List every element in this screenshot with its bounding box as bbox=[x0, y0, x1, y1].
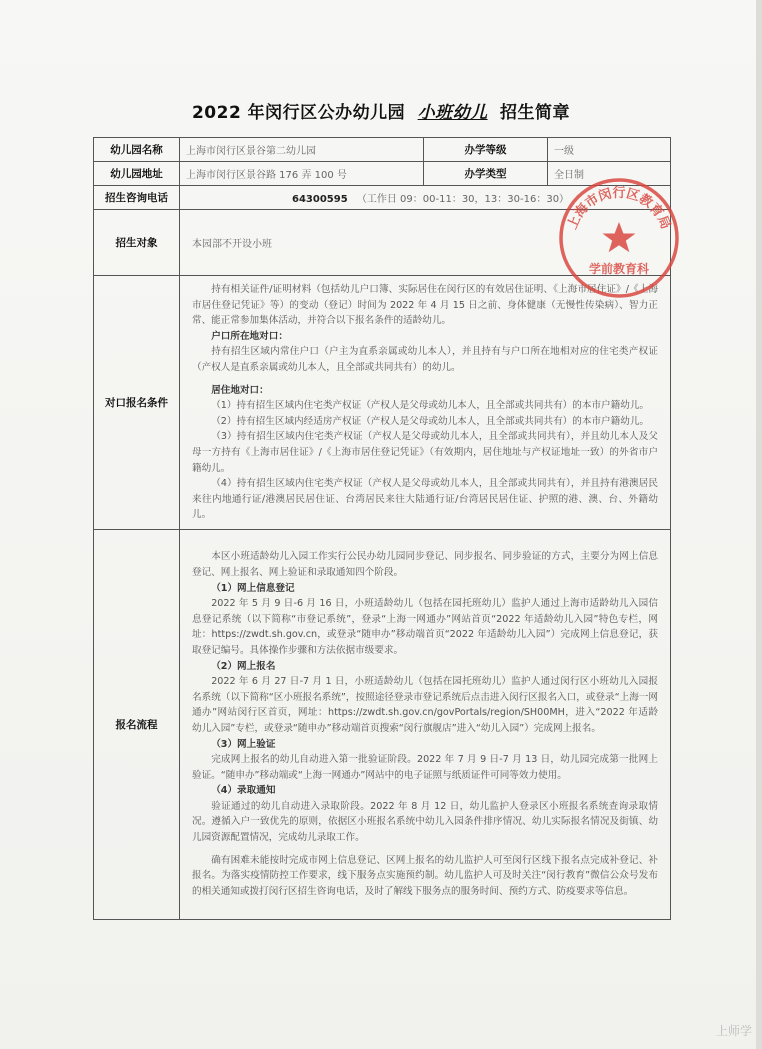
level-value: 一级 bbox=[548, 138, 671, 162]
flow-paragraph: 完成网上报名的幼儿自动进入第一批验证阶段。2022 年 7 月 9 日-7 月 13 日，幼儿园完成第一批网上验证。“随申办”移动端或“上海一网通办”网站中的电子证照与纸质证件可同等效力使用。 bbox=[192, 754, 658, 781]
condition-item: （1）持有招生区域内住宅类产权证（产权人是父母或幼儿本人，且全部或共同共有）的本市户籍幼儿。 bbox=[211, 400, 650, 412]
title-prefix: 2022 年闵行区公办幼儿园 bbox=[191, 103, 406, 123]
conditions-label: 对口报名条件 bbox=[94, 276, 180, 530]
page-edge-shadow bbox=[756, 0, 762, 1049]
flow-heading: （4）录取通知 bbox=[211, 785, 276, 797]
flow-cell bbox=[180, 529, 671, 919]
watermark: 上师学 bbox=[715, 1024, 752, 1038]
level-label: 办学等级 bbox=[424, 138, 548, 162]
flow-heading: （3）网上验证 bbox=[211, 738, 276, 750]
target-label: 招生对象 bbox=[94, 210, 180, 276]
name-value: 上海市闵行区景谷第二幼儿园 bbox=[180, 138, 424, 162]
seal-top-text: 上海市闵行区教育局 bbox=[565, 186, 673, 232]
conditions-text bbox=[192, 282, 658, 523]
phone-label: 招生咨询电话 bbox=[94, 186, 180, 210]
condition-heading: 户口所在地对口： bbox=[211, 330, 288, 342]
phone-number: 64300595 bbox=[292, 194, 348, 205]
flow-label: 报名流程 bbox=[94, 529, 180, 919]
condition-item: （2）持有招生区域内经适房产权证（产权人是父母或幼儿本人，且全部或共同共有）的本市户籍幼儿。 bbox=[211, 415, 650, 427]
conditions-cell bbox=[180, 276, 671, 530]
official-seal bbox=[557, 176, 681, 300]
seal-bottom-text: 学前教育科 bbox=[588, 262, 650, 276]
phone-hours: （工作日 09：00-11：30，13：30-16：30） bbox=[356, 194, 570, 205]
page-title bbox=[0, 98, 762, 123]
type-label: 办学类型 bbox=[424, 162, 548, 186]
seal-star-icon bbox=[603, 222, 636, 252]
condition-item: （3）持有招生区域内住宅类产权证（产权人是父母或幼儿本人，且全部或共同共有），并且幼儿本人及父母一方持有《上海市居住证》/《上海市居住登记凭证》（有效期内，居住地址与产权证地址一致）的外省市户籍幼儿。 bbox=[192, 431, 658, 474]
type-value: 全日制 bbox=[548, 162, 671, 186]
target-value: 本园部不开设小班 bbox=[180, 210, 671, 276]
name-label: 幼儿园名称 bbox=[94, 138, 180, 162]
condition-paragraph: 持有相关证件/证明材料（包括幼儿户口簿、实际居住在闵行区的有效居住证明、《上海市居住证》/《上海市居住登记凭证》等）的变动（登记）时间为 2022 年 4 月 15 日之前、身体健康（无慢性传染病）、智力正常、能正常参加集体活动，并符合以下报名条件的适龄幼儿。 bbox=[192, 284, 658, 327]
condition-heading: 居住地对口： bbox=[211, 384, 269, 396]
condition-paragraph: 持有招生区域内常住户口（户主为直系亲属或幼儿本人），并且持有与户口所在地相对应的住宅类产权证（产权人是直系亲属或幼儿本人，且全部或共同共有）的幼儿。 bbox=[192, 346, 658, 373]
address-label: 幼儿园地址 bbox=[94, 162, 180, 186]
flow-paragraph: 2022 年 5 月 9 日-6 月 16 日，小班适龄幼儿（包括在园托班幼儿）监护人通过上海市适龄幼儿入园信息登记系统（以下简称“市登记系统”，登录“上海一网通办”网站首页“2022 年适龄幼儿入园”特色专栏，网址：https://zwdt.sh.gov.cn，或登录“随申办”移动端首页“2022 年适龄幼儿入园”）完成网上信息登记，获取登记编号。具体操作步骤和方法依据市级要求。 bbox=[192, 598, 658, 656]
flow-paragraph: 验证通过的幼儿自动进入录取阶段。2022 年 8 月 12 日，幼儿监护人登录区小班报名系统查询录取情况。遵循入户一致优先的原则，依据区小班报名系统中幼儿入园条件排序情况、幼儿实际报名情况及街镇、幼儿园资源配置情况，完成幼儿录取工作。 bbox=[192, 800, 658, 844]
flow-heading: （1）网上信息登记 bbox=[211, 582, 295, 594]
flow-paragraph: 确有困难未能按时完成市网上信息登记、区网上报名的幼儿监护人可至闵行区线下报名点完成补登记、补报名。为落实疫情防控工作要求，线下服务点实施预约制。幼儿监护人可及时关注“闵行教育”微信公众号发布的相关通知或拨打闵行区招生咨询电话，及时了解线下服务点的服务时间、预约方式、防疫要求等信息。 bbox=[192, 854, 658, 897]
title-suffix: 招生简章 bbox=[500, 103, 571, 123]
flow-text bbox=[192, 549, 658, 899]
address-value: 上海市闵行区景谷路 176 弄 100 号 bbox=[180, 162, 424, 186]
flow-paragraph: 本区小班适龄幼儿入园工作实行公民办幼儿园同步登记、同步报名、同步验证的方式，主要分为网上信息登记、网上报名、网上验证和录取通知四个阶段。 bbox=[192, 551, 658, 578]
flow-heading: （2）网上报名 bbox=[211, 660, 276, 672]
title-emphasis: 小班幼儿 bbox=[417, 103, 488, 123]
condition-item: （4）持有招生区域内住宅类产权证（产权人是父母或幼儿本人，且全部或共同共有），并且持有港澳居民来往内地通行证/港澳居民居住证、台湾居民来往大陆通行证/台湾居民居住证、护照的港、澳、台、外籍幼儿。 bbox=[192, 478, 658, 521]
flow-paragraph: 2022 年 6 月 27 日-7 月 1 日，小班适龄幼儿（包括在园托班幼儿）监护人通过闵行区小班幼儿入园报名系统（以下简称“区小班报名系统”，按照途径登录市登记系统后点击进入闵行区报名入口，或登录“上海一网通办”网站闵行区首页，网址：https://zwdt.sh.gov.cn/govPortals/region/SH00MH，进入“2022 年适龄幼儿入园”专栏，或登录“随申办”移动端首页搜索“闵行旗舰店”进入“幼儿入园”）完成网上报名。 bbox=[192, 676, 658, 734]
